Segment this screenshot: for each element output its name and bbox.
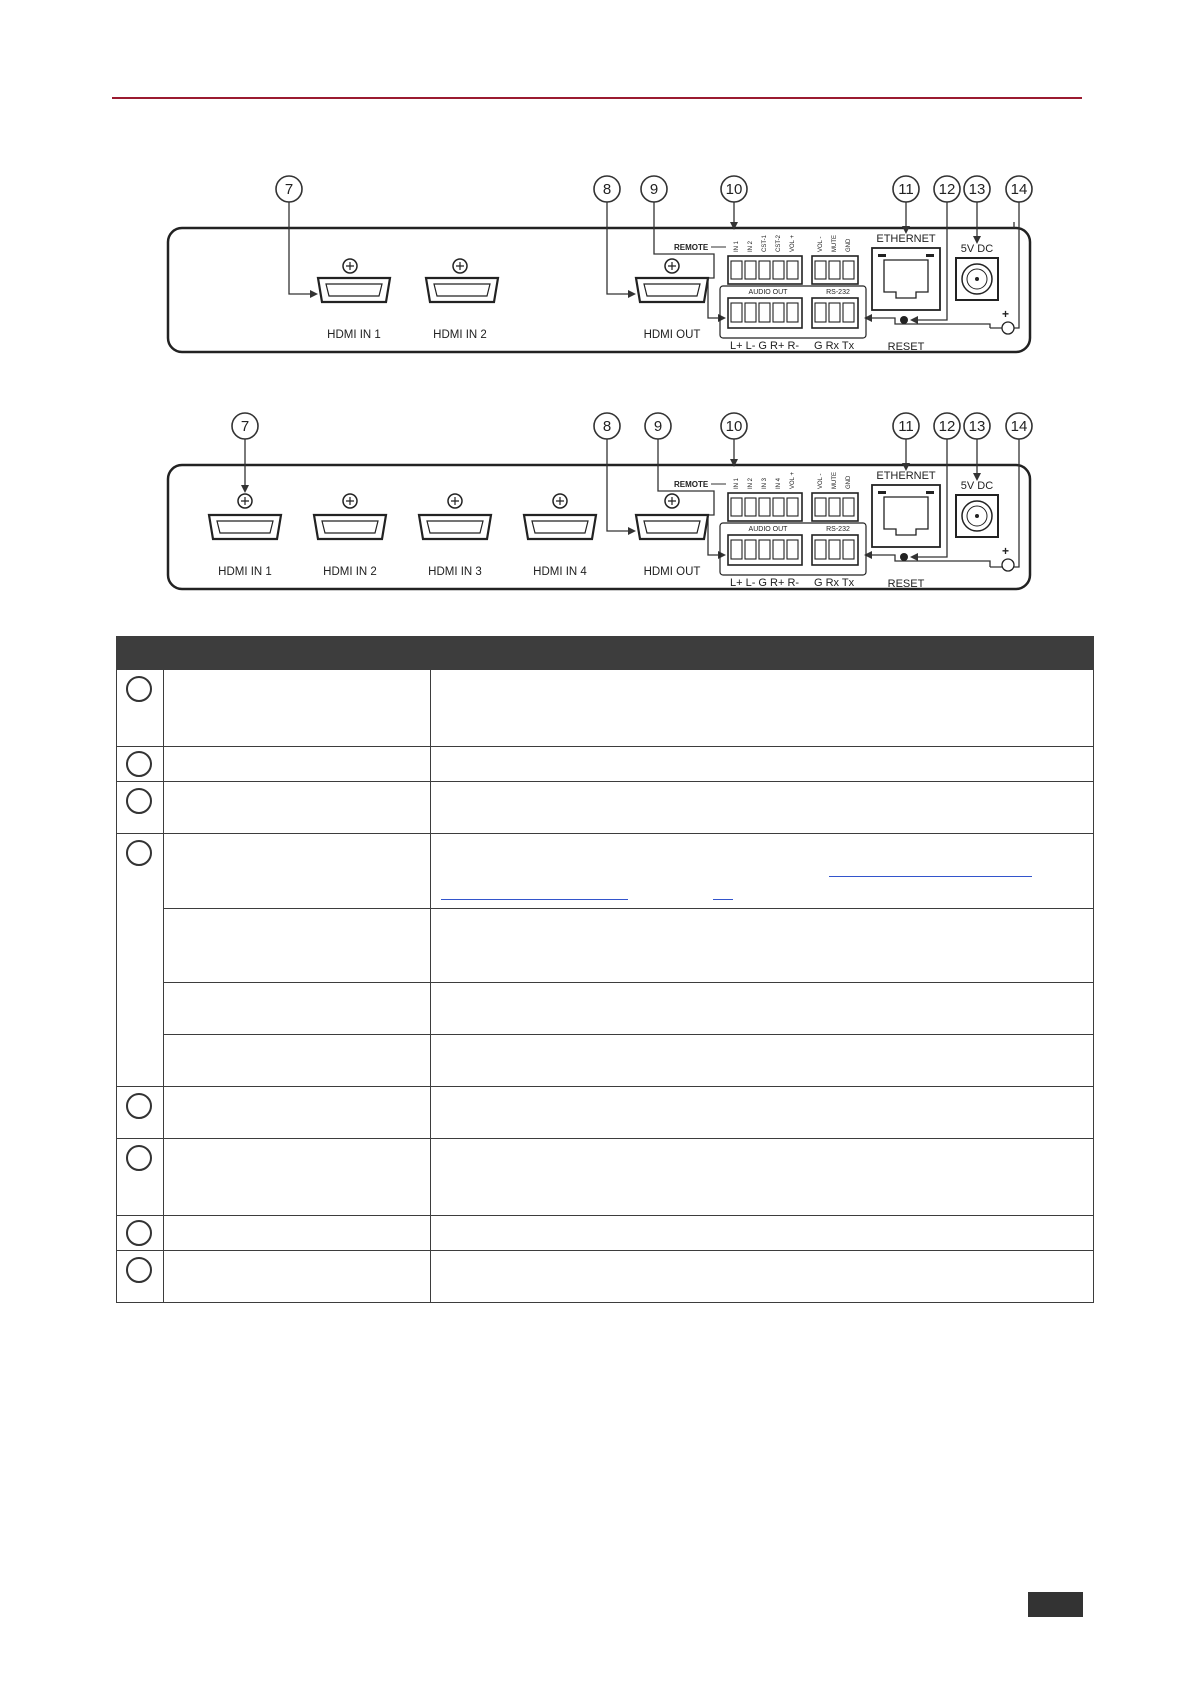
callout-8: 8 [602, 418, 612, 435]
svg-text:IN 2: IN 2 [748, 240, 754, 252]
callout-8: 8 [602, 181, 612, 198]
callout-10: 10 [725, 181, 743, 198]
svg-text:IN 4: IN 4 [776, 477, 782, 489]
callout-12: 12 [938, 181, 956, 198]
audio-pins: L+ L- G R+ R- [730, 577, 800, 589]
audio-out-label: AUDIO OUT [748, 526, 788, 533]
callout-13: 13 [968, 418, 986, 435]
audio-out-label: AUDIO OUT [748, 289, 788, 296]
svg-text:IN 1: IN 1 [734, 240, 740, 252]
header-rule [112, 97, 1082, 99]
port-label: HDMI IN 2 [433, 329, 487, 341]
port-label: HDMI OUT [643, 566, 701, 578]
svg-text:IN 3: IN 3 [762, 477, 768, 489]
table-header-row [117, 637, 1094, 670]
svg-text:IN 2: IN 2 [748, 477, 754, 489]
svg-text:GND: GND [846, 475, 852, 489]
table-row [117, 1035, 1094, 1087]
reset-label: RESET [887, 341, 925, 353]
table-row [117, 1139, 1094, 1216]
cell-with-link [431, 834, 1094, 909]
header-cell-function [431, 637, 1094, 670]
power-label: 5V DC [960, 243, 994, 255]
item-number-circle [126, 1220, 152, 1246]
table-row [117, 909, 1094, 983]
callout-7: 7 [284, 181, 294, 198]
table-row [117, 1216, 1094, 1251]
remote-label: REMOTE [674, 480, 709, 489]
rs232-label: RS-232 [826, 289, 850, 296]
svg-text:MUTE: MUTE [832, 235, 838, 252]
link-underline[interactable] [441, 899, 628, 900]
port-label: HDMI OUT [643, 329, 701, 341]
port-label: HDMI IN 1 [327, 329, 381, 341]
item-number-circle [126, 788, 152, 814]
ground-plus: + [1002, 544, 1010, 558]
reset-label: RESET [887, 578, 925, 590]
item-number-circle [126, 751, 152, 777]
link-underline[interactable] [829, 876, 1032, 877]
callout-10: 10 [725, 418, 743, 435]
item-number-circle [126, 676, 152, 702]
rs232-pins: G Rx Tx [814, 577, 855, 589]
remote-label: REMOTE [674, 243, 709, 252]
svg-text:GND: GND [846, 238, 852, 252]
svg-text:VOL -: VOL - [818, 473, 824, 489]
ethernet-label: ETHERNET [876, 470, 936, 482]
callout-12: 12 [938, 418, 956, 435]
svg-text:VOL +: VOL + [790, 472, 796, 489]
callout-11: 11 [898, 418, 914, 435]
item-number-circle [126, 1145, 152, 1171]
port-label: HDMI IN 2 [323, 566, 377, 578]
table-row [117, 983, 1094, 1035]
item-number-circle [126, 840, 152, 866]
svg-text:VOL +: VOL + [790, 235, 796, 252]
rear-panel-diagram-2-input [0, 168, 1191, 368]
page-number-badge [1028, 1592, 1083, 1617]
table-row [117, 1087, 1094, 1139]
table-row [117, 1251, 1094, 1303]
header-cell-number [117, 637, 164, 670]
svg-text:CST-2: CST-2 [776, 234, 782, 252]
port-label: HDMI IN 3 [428, 566, 482, 578]
ethernet-label: ETHERNET [876, 233, 936, 245]
table-row [117, 747, 1094, 782]
ground-plus: + [1002, 307, 1010, 321]
item-number-circle [126, 1257, 152, 1283]
power-label: 5V DC [960, 480, 994, 492]
rs232-label: RS-232 [826, 526, 850, 533]
link-underline[interactable] [713, 899, 733, 900]
callout-9: 9 [653, 418, 663, 435]
svg-text:IN 1: IN 1 [734, 477, 740, 489]
row-number-cell [117, 670, 164, 747]
callout-14: 14 [1010, 181, 1028, 198]
svg-text:VOL -: VOL - [818, 236, 824, 252]
svg-text:CST-1: CST-1 [762, 234, 768, 252]
item-number-circle [126, 1093, 152, 1119]
port-label: HDMI IN 4 [533, 566, 587, 578]
rear-panel-diagram-4-input [0, 405, 1191, 605]
table-row [117, 782, 1094, 834]
callout-14: 14 [1010, 418, 1028, 435]
audio-pins: L+ L- G R+ R- [730, 340, 800, 352]
callout-9: 9 [649, 181, 659, 198]
header-cell-feature [164, 637, 431, 670]
svg-text:MUTE: MUTE [832, 472, 838, 489]
port-label: HDMI IN 1 [218, 566, 272, 578]
callout-7: 7 [240, 418, 250, 435]
table-row [117, 834, 1094, 909]
callout-11: 11 [898, 181, 914, 198]
table-row [117, 670, 1094, 747]
callout-13: 13 [968, 181, 986, 198]
rs232-pins: G Rx Tx [814, 340, 855, 352]
function-table [116, 636, 1094, 1303]
